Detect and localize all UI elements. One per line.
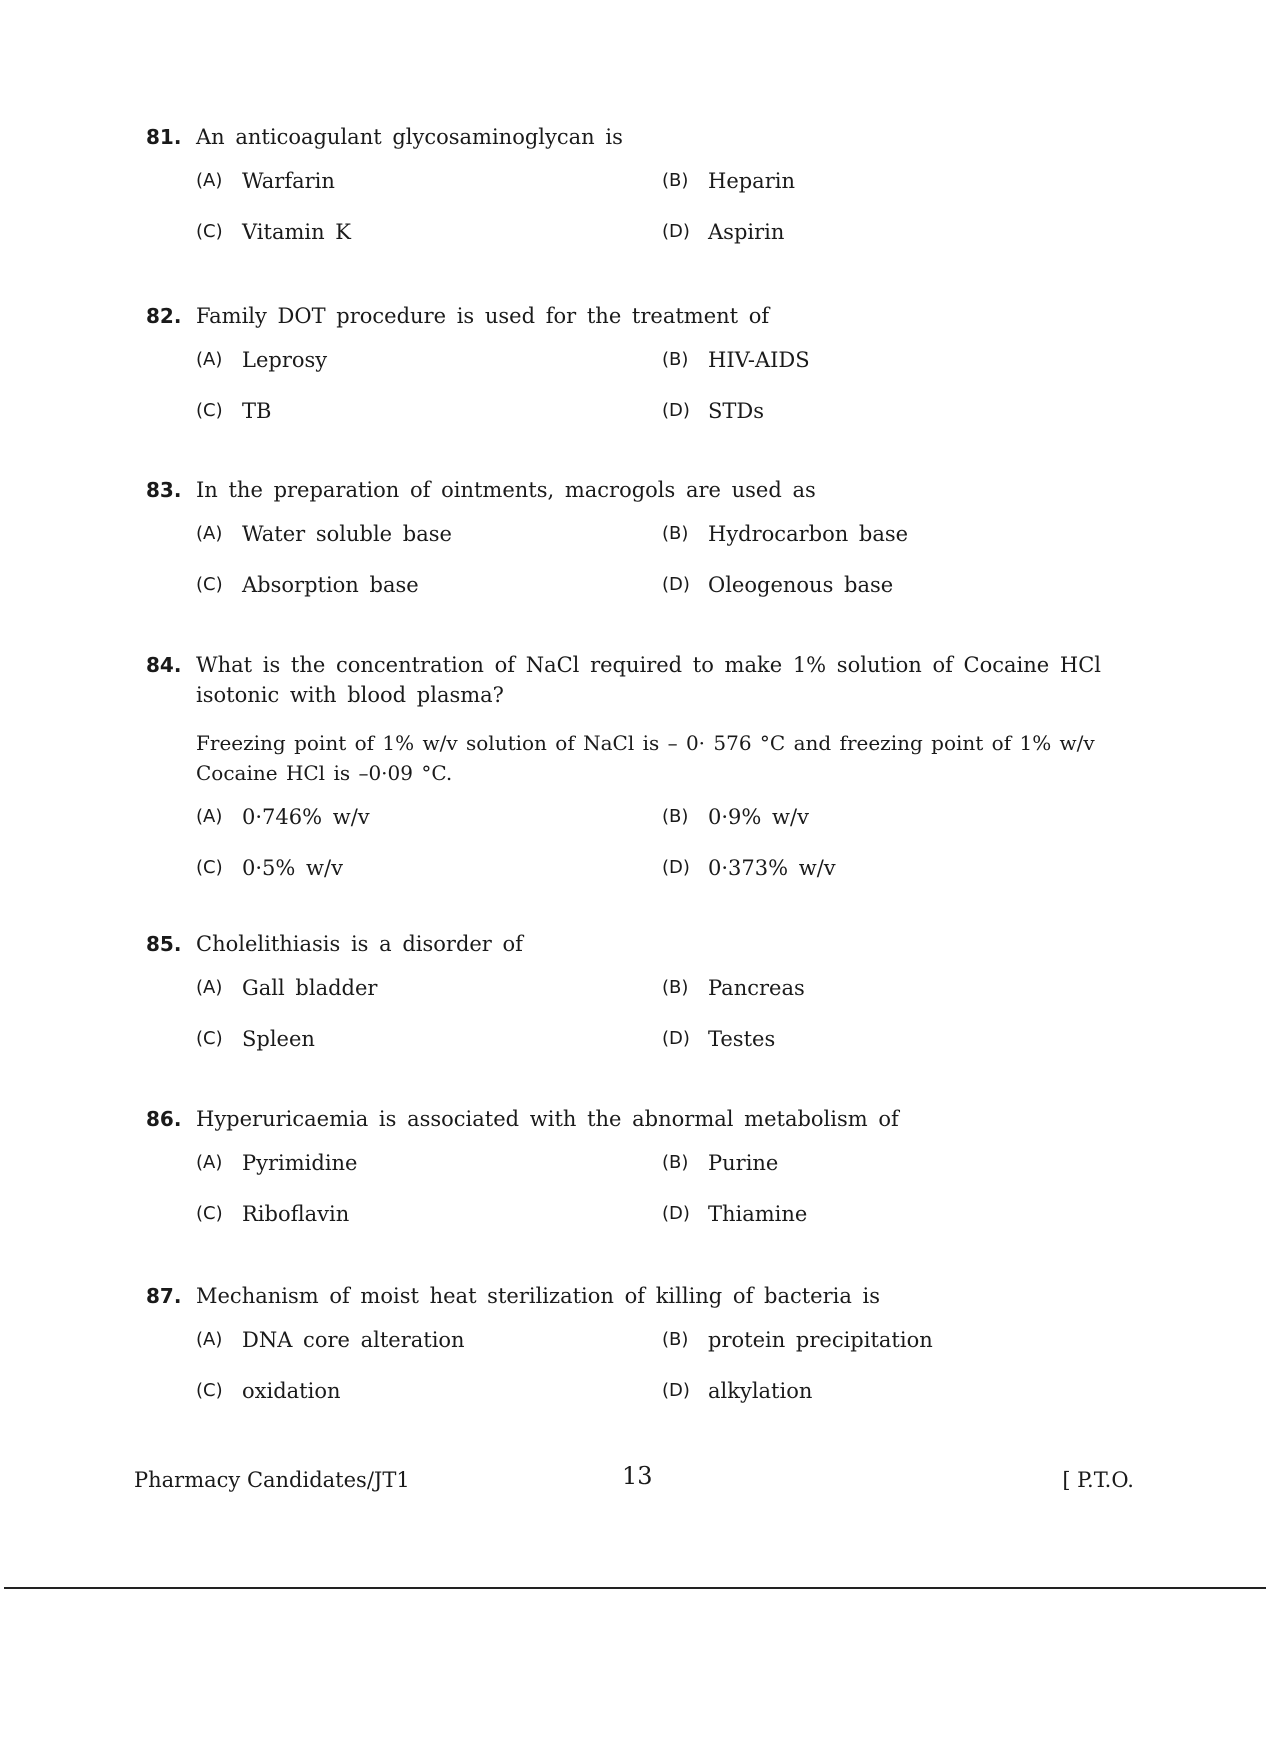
option-text: Thiamine — [708, 1202, 808, 1226]
option-a — [196, 1325, 662, 1355]
option-label: (C) — [196, 221, 223, 242]
question-81 — [146, 122, 1136, 268]
option-a — [196, 345, 662, 375]
question-83 — [146, 475, 1136, 621]
option-label: (A) — [196, 1152, 223, 1173]
option-text: alkylation — [708, 1379, 813, 1403]
option-c — [196, 217, 662, 247]
option-c — [196, 1199, 662, 1229]
option-text: TB — [242, 399, 272, 423]
option-text: Riboflavin — [242, 1202, 350, 1226]
options — [196, 802, 1136, 904]
option-label: (B) — [662, 806, 689, 827]
option-label: (D) — [662, 1028, 690, 1049]
option-b — [662, 1325, 1128, 1355]
option-label: (B) — [662, 1152, 689, 1173]
option-text: Pyrimidine — [242, 1151, 358, 1175]
option-text: Gall bladder — [242, 976, 378, 1000]
option-d — [662, 396, 1128, 426]
option-text: Purine — [708, 1151, 779, 1175]
option-text: Warfarin — [242, 169, 335, 193]
option-text: Oleogenous base — [708, 573, 894, 597]
option-c — [196, 853, 662, 883]
option-text: Water soluble base — [242, 522, 452, 546]
option-text: Leprosy — [242, 348, 328, 372]
option-label: (D) — [662, 221, 690, 242]
option-b — [662, 1148, 1128, 1178]
option-text: 0·373% w/v — [708, 856, 836, 880]
option-label: (C) — [196, 1028, 223, 1049]
option-label: (C) — [196, 1203, 223, 1224]
option-text: STDs — [708, 399, 765, 423]
option-label: (B) — [662, 1329, 689, 1350]
option-d — [662, 570, 1128, 600]
option-a — [196, 166, 662, 196]
question-number: 84. — [146, 653, 182, 677]
option-label: (A) — [196, 977, 223, 998]
option-label: (B) — [662, 523, 689, 544]
option-c — [196, 1024, 662, 1054]
question-87 — [146, 1281, 1136, 1427]
option-b — [662, 345, 1128, 375]
option-b — [662, 166, 1128, 196]
option-label: (D) — [662, 400, 690, 421]
option-label: (A) — [196, 1329, 223, 1350]
option-text: 0·746% w/v — [242, 805, 370, 829]
question-86 — [146, 1104, 1136, 1250]
option-label: (C) — [196, 574, 223, 595]
option-c — [196, 1376, 662, 1406]
question-85 — [146, 929, 1136, 1075]
option-text: Testes — [708, 1027, 776, 1051]
option-text: protein precipitation — [708, 1328, 933, 1352]
option-text: Absorption base — [242, 573, 419, 597]
option-text: Heparin — [708, 169, 795, 193]
option-label: (B) — [662, 977, 689, 998]
option-b — [662, 973, 1128, 1003]
question-84 — [146, 650, 1136, 904]
question-text: What is the concentration of NaCl required to make 1% solution of Cocaine HCl isotonic with blood plasma? — [196, 653, 1101, 707]
option-label: (D) — [662, 574, 690, 595]
option-text: Pancreas — [708, 976, 805, 1000]
options — [196, 1325, 1136, 1427]
option-text: Hydrocarbon base — [708, 522, 909, 546]
options — [196, 166, 1136, 268]
option-label: (A) — [196, 349, 223, 370]
question-text: Family DOT procedure is used for the treatment of — [196, 304, 770, 328]
option-label: (D) — [662, 857, 690, 878]
option-d — [662, 1024, 1128, 1054]
options — [196, 973, 1136, 1075]
option-d — [662, 1199, 1128, 1229]
option-label: (A) — [196, 170, 223, 191]
option-text: DNA core alteration — [242, 1328, 465, 1352]
option-text: Vitamin K — [242, 220, 351, 244]
option-d — [662, 853, 1128, 883]
bottom-rule — [4, 1587, 1266, 1589]
option-text: 0·5% w/v — [242, 856, 343, 880]
question-82 — [146, 301, 1136, 447]
question-number: 81. — [146, 125, 182, 149]
question-text: Cholelithiasis is a disorder of — [196, 932, 523, 956]
paper-code: Pharmacy Candidates/JT1 — [134, 1468, 410, 1492]
page-footer — [134, 1462, 1134, 1502]
option-text: 0·9% w/v — [708, 805, 809, 829]
options — [196, 345, 1136, 447]
question-number: 87. — [146, 1284, 182, 1308]
option-a — [196, 519, 662, 549]
option-label: (C) — [196, 1380, 223, 1401]
page-number: 13 — [622, 1462, 653, 1490]
option-label: (D) — [662, 1203, 690, 1224]
option-d — [662, 1376, 1128, 1406]
option-text: Aspirin — [708, 220, 785, 244]
question-text: Mechanism of moist heat sterilization of killing of bacteria is — [196, 1284, 881, 1308]
option-a — [196, 973, 662, 1003]
question-number: 85. — [146, 932, 182, 956]
option-text: oxidation — [242, 1379, 341, 1403]
option-c — [196, 396, 662, 426]
option-b — [662, 802, 1128, 832]
option-label: (B) — [662, 170, 689, 191]
option-c — [196, 570, 662, 600]
question-number: 86. — [146, 1107, 182, 1131]
option-a — [196, 802, 662, 832]
option-b — [662, 519, 1128, 549]
question-note: Freezing point of 1% w/v solution of NaCl is – 0· 576 °C and freezing point of 1% w/v Cocaine HCl is –0·09 °C. — [196, 731, 1095, 785]
question-text: Hyperuricaemia is associated with the abnormal metabolism of — [196, 1107, 899, 1131]
options — [196, 519, 1136, 621]
option-label: (B) — [662, 349, 689, 370]
option-label: (D) — [662, 1380, 690, 1401]
option-d — [662, 217, 1128, 247]
question-text: An anticoagulant glycosaminoglycan is — [196, 125, 623, 149]
question-text: In the preparation of ointments, macrogols are used as — [196, 478, 816, 502]
option-label: (C) — [196, 857, 223, 878]
option-text: HIV-AIDS — [708, 348, 810, 372]
question-number: 82. — [146, 304, 182, 328]
question-number: 83. — [146, 478, 182, 502]
option-label: (A) — [196, 523, 223, 544]
option-label: (C) — [196, 400, 223, 421]
options — [196, 1148, 1136, 1250]
option-label: (A) — [196, 806, 223, 827]
option-a — [196, 1148, 662, 1178]
option-text: Spleen — [242, 1027, 315, 1051]
pto-marker: [ P.T.O. — [1062, 1468, 1134, 1492]
